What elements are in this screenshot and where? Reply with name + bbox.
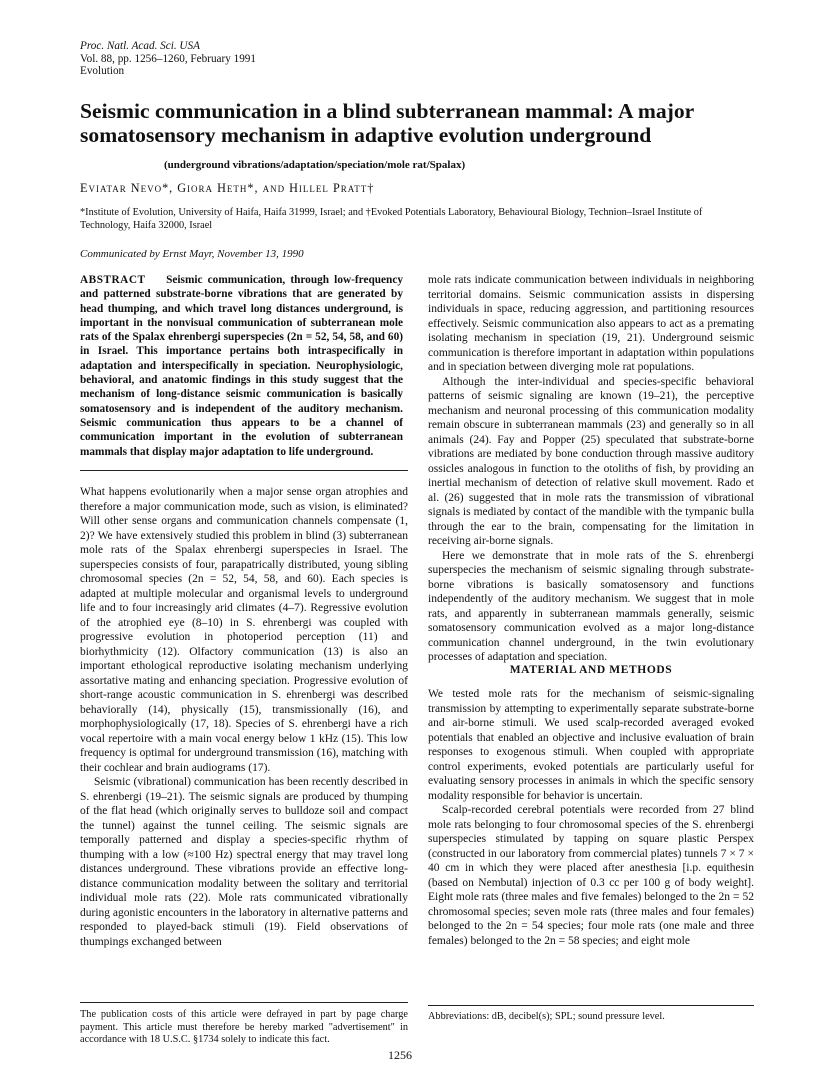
paragraph: We tested mole rats for the mechanism of seismic-signaling transmission by attempting to experimentally separate substrate-borne and air-borne stimuli. We used scalp-recorded averaged evoked potentials that enabled an objective and inclusive evaluation of brain responses to exogenous stimuli. When coupled with appropriate control experiments, evoked potentials are particularly useful for evaluating sensory processes in animals in which the specific sensory modality responsible for behavior is uncertain.: [428, 688, 754, 802]
journal-section: Evolution: [80, 65, 125, 78]
abstract: [80, 273, 403, 459]
journal-volume: Vol. 88, pp. 1256–1260, February 1991: [80, 52, 256, 65]
authors: Eviatar Nevo*, Giora Heth*, and Hillel Pratt†: [80, 181, 375, 195]
abstract-label: ABSTRACT: [80, 274, 146, 286]
page-number: 1256: [388, 1048, 412, 1062]
methods-body: [428, 687, 754, 948]
paragraph: What happens evolutionarily when a major sense organ atrophies and therefore a major communication mode, such as vision, is eliminated? Will other sense organs and communication channels compensate (1, 2)? We have extensively studied this problem in blind (3) subterranean mole rats of the Spalax ehrenbergi superspecies in Israel. The superspecies consists of four, parapatrically distributed, young sibling chromosomal species (2n = 52, 54, 58, and 60). Each species is adapted at multiple molecular and organismal levels to underground life and to four increasingly arid climates (4–7). Regressive evolution of the atrophied eye (8–10) in S. ehrenbergi was coupled with progressive evolution in photoperiod perception (11) and biorhythmicity (12). Olfactory communication (13) is also an important ethological reproductive isolating mechanism underlying assortative mating and enhancing speciation. Progressive evolution of short-range acoustic communication in S. ehrenbergi was described behaviorally (14), physically (15), transmissionally (16), and morphophysiologically (17, 18). Species of S. ehrenbergi have a rich vocal repertoire with a main vocal energy below 1 kHz (15). This low frequency is optimal for underground transmission (16), matching with their cochlear and brain audiograms (17).: [80, 486, 408, 774]
footnote-divider-right: [428, 1005, 754, 1006]
article-title: Seismic communication in a blind subterranean mammal: A major somatosensory mechanism in adaptive evolution underground: [80, 99, 694, 147]
journal-name: Proc. Natl. Acad. Sci. USA: [80, 40, 200, 52]
affiliations: *Institute of Evolution, University of Haifa, Haifa 31999, Israel; and †Evoked Potentials Laboratory, Behavioural Biology, Technion–Israel Institute of Technology, Haifa 32000, Israel: [80, 207, 703, 231]
left-column-body: [80, 485, 408, 949]
keywords: (underground vibrations/adaptation/speciation/mole rat/Spalax): [164, 159, 466, 171]
communicated-by: Communicated by Ernst Mayr, November 13, 1990: [80, 248, 304, 260]
abstract-text: Seismic communication, through low-frequency and patterned substrate-borne vibrations that are generated by head thumping, and which travel long distances underground, is important in the nonvisual communication of subterranean mole rats of the Spalax ehrenbergi superspecies (2n = 52, 54, 58, and 60) in Israel. This importance pertains both intraspecifically in adaptation and interspecifically in speciation. Neurophysiologic, behavioral, and anatomic findings in this study suggest that the mechanism of long-distance seismic communication is basically somatosensory and is independent of the auditory mechanism. Seismic communication thus appears to be a channel of communication important in the evolution of subterranean mammals that display major adaptation to life underground.: [80, 274, 403, 458]
paragraph: Although the inter-individual and species-specific behavioral patterns of seismic signaling are known (19–21), the perceptive mechanism and neuronal processing of this communication modality remain obscure in subterranean mammals (23) and generally so in all animals (24). Fay and Popper (25) speculated that substrate-borne vibrations are mediated by bone conduction through massive auditory ossicles analogous in function to the otoliths of fish, by providing an inertial mechanism of detection of relative skull movement. Rado et al. (26) suggested that in mole rats the transmission of vibrational signals is mediated by contact of the mandible with the tympanic bulla through the ear to the brain, compensating for the limitation in receiving air-borne signals.: [428, 375, 754, 547]
paragraph: Here we demonstrate that in mole rats of the S. ehrenbergi superspecies the mechanism of seismic signaling through substrate-borne vibrations is basically somatosensory and functions independently of the auditory mechanism. We suggest that in mole rats, and apparently in subterranean mammals generally, seismic somatosensory communication evolved as a major long-distance communication channel underground, in the twin evolutionary processes of adaptation and speciation.: [428, 549, 754, 663]
footnote-divider-left: [80, 1002, 408, 1003]
paragraph: mole rats indicate communication between individuals in neighboring territorial domains. Seismic communication assists in dispersing individuals in space, reducing aggression, and partitioning resources effectively. Seismic communication also appears to act as a premating isolating mechanism in speciation (19, 21). Underground seismic communication is therefore important in adaptation within populations and in speciation between diverging mole rat populations.: [428, 274, 754, 373]
abbreviations-footnote: Abbreviations: dB, decibel(s); SPL; sound pressure level.: [428, 1011, 665, 1022]
abstract-divider: [80, 470, 408, 471]
right-column-intro: [428, 273, 754, 665]
publication-cost-footnote: The publication costs of this article were defrayed in part by page charge payment. This article must therefore be hereby marked "advertisement" in accordance with 18 U.S.C. §1734 solely to indicate this fact.: [80, 1009, 408, 1046]
journal-header: [80, 40, 256, 78]
paragraph: Seismic (vibrational) communication has been recently described in S. ehrenbergi (19–21). The seismic signals are produced by thumping of the flat head (which originally serves to bulldoze soil and compact the tunnel) against the tunnel ceiling. The seismic signals are temporally patterned and display a species-specific rhythm of thumping with a low (≈100 Hz) spectral energy that may travel long distances underground. These vibrations provide an effective long-distance communication modality between the solitary and territorial individual mole rats (22). Mole rats communicated vibrationally during agonistic encounters in the laboratory in alternative patterns and responded to played-back stimuli (19). Field observations of thumpings exchanged between: [80, 776, 408, 948]
section-heading: MATERIAL AND METHODS: [509, 664, 673, 676]
paragraph: Scalp-recorded cerebral potentials were recorded from 27 blind mole rats belonging to four chromosomal species of the S. ehrenbergi superspecies stimulated by tapping on square plastic Perspex (constructed in our laboratory from commercial plates) tunnels 7 × 7 × 40 cm in which they were placed after anesthesia [i.p. equithesin (based on Nembutal) injection of 0.3 cc per 100 g of body weight]. Eight mole rats (three males and five females) belonged to the 2n = 52 chromosomal species; seven mole rats (three males and four females) belonged to the 2n = 54 species; four mole rats (one male and three females) belonged to the 2n = 58 species; and eight mole: [428, 804, 754, 947]
